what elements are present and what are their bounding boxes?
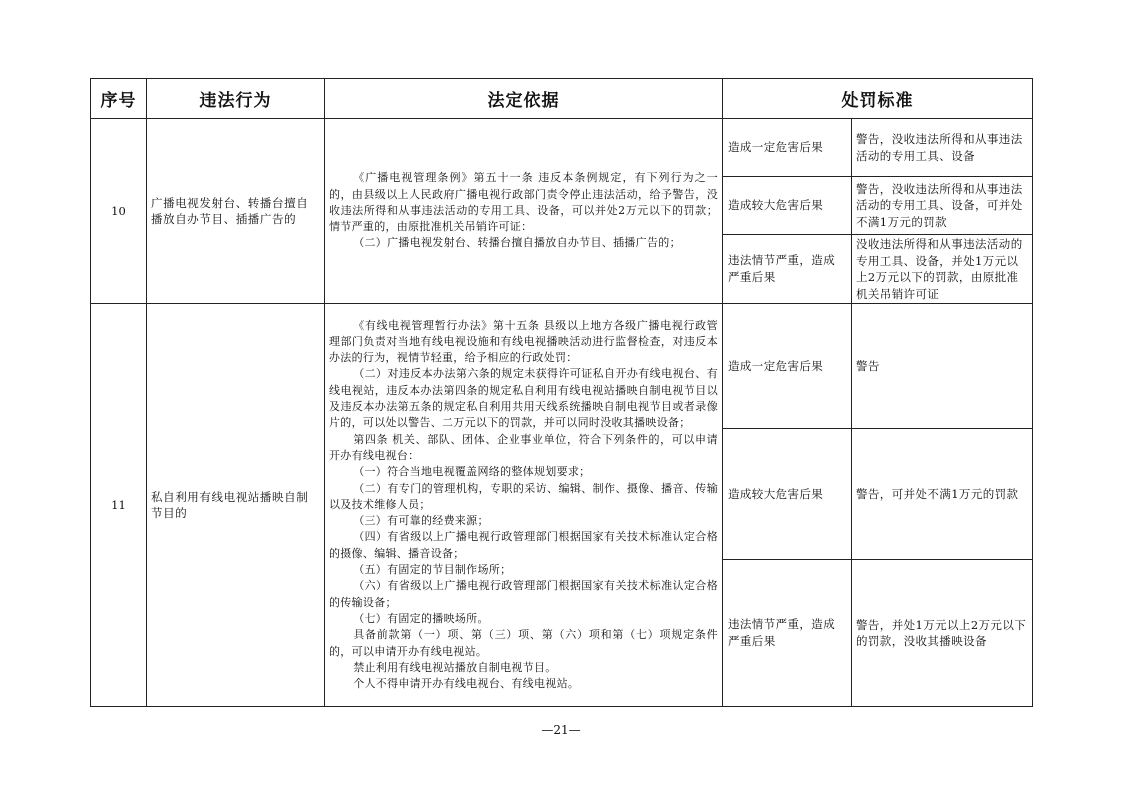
basis-paragraph: （一）符合当地电视覆盖网络的整体规划要求； [353, 465, 591, 479]
penalty-condition: 违法情节严重，造成严重后果 [723, 235, 852, 304]
basis-paragraph: 具备前款第（一）项、第（三）项、第（六）项和第（七）项规定条件的，可以申请开办有线电视站。 [329, 628, 718, 658]
header-act: 违法行为 [147, 79, 325, 119]
header-number: 序号 [91, 79, 147, 119]
row-act: 私自利用有线电视站播映自制节目的 [147, 304, 325, 707]
basis-paragraph: （二）对违反本办法第六条的规定未获得许可证私自开办有线电视台、有线电视站，违反本办法第四条的规定私自利用有线电视站播映自制电视节目以及违反本办法第五条的规定私自利用共用天线系统播映自制电视节目或者录像片的，可以处以警告、二万元以下的罚款，并可以同时没收其播映设备； [329, 367, 718, 430]
header-basis: 法定依据 [325, 79, 723, 119]
row-number: 11 [91, 304, 147, 707]
basis-paragraph: 《有线电视管理暂行办法》第十五条 县级以上地方各级广播电视行政管理部门负责对当地有线电视设施和有线电视播映活动进行监督检查，对违反本办法的行为，视情节轻重，给予相应的行政处罚： [329, 318, 718, 365]
penalty-standard: 警告，可并处不满1万元的罚款 [852, 429, 1033, 560]
penalty-standard: 警告 [852, 304, 1033, 429]
penalty-condition: 违法情节严重，造成严重后果 [723, 560, 852, 707]
row-basis [325, 304, 723, 707]
row-number: 10 [91, 119, 147, 304]
basis-paragraph: 禁止利用有线电视站播放自制电视节目。 [353, 660, 557, 674]
basis-paragraph: 《广播电视管理条例》第五十一条 违反本条例规定，有下列行为之一的，由县级以上人民政府广播电视行政部门责令停止违法活动，给予警告，没收违法所得和从事违法活动的专用工具、设备，可以并处2万元以下的罚款；情节严重的，由原批准机关吊销许可证： [329, 171, 718, 234]
basis-paragraph: （七）有固定的播映场所。 [353, 611, 489, 625]
penalty-condition: 造成较大危害后果 [723, 177, 852, 235]
basis-paragraph: （六）有省级以上广播电视行政管理部门根据国家有关技术标准认定合格的传输设备； [329, 579, 718, 609]
basis-paragraph: （三）有可靠的经费来源； [353, 514, 489, 528]
penalty-condition: 造成较大危害后果 [723, 429, 852, 560]
row-act: 广播电视发射台、转播台擅自播放自办节目、插播广告的 [147, 119, 325, 304]
penalty-standard: 没收违法所得和从事违法活动的专用工具、设备，并处1万元以上2万元以下的罚款，由原批准机关吊销许可证 [852, 235, 1033, 304]
penalty-standard: 警告，没收违法所得和从事违法活动的专用工具、设备，可并处不满1万元的罚款 [852, 177, 1033, 235]
penalty-table [90, 78, 1033, 707]
row-basis [325, 119, 723, 304]
basis-paragraph: （二）广播电视发射台、转播台擅自播放自办节目、插播广告的； [353, 236, 681, 250]
page-number: —21— [541, 723, 581, 737]
header-row [91, 79, 1033, 119]
basis-paragraph: （二）有专门的管理机构，专职的采访、编辑、制作、摄像、播音、传输以及技术维修人员； [329, 481, 718, 511]
basis-paragraph: 第四条 机关、部队、团体、企业事业单位，符合下列条件的，可以申请开办有线电视台： [329, 432, 718, 462]
basis-paragraph: （四）有省级以上广播电视行政管理部门根据国家有关技术标准认定合格的摄像、编辑、播音设备； [329, 530, 718, 560]
table-row [91, 304, 1033, 429]
basis-paragraph: （五）有固定的节目制作场所； [353, 563, 512, 577]
table-row [91, 119, 1033, 177]
penalty-standard: 警告，并处1万元以上2万元以下的罚款，没收其播映设备 [852, 560, 1033, 707]
penalty-condition: 造成一定危害后果 [723, 119, 852, 177]
penalty-condition: 造成一定危害后果 [723, 304, 852, 429]
basis-paragraph: 个人不得申请开办有线电视台、有线电视站。 [353, 677, 580, 691]
header-penalty: 处罚标准 [723, 79, 1033, 119]
penalty-standard: 警告，没收违法所得和从事违法活动的专用工具、设备 [852, 119, 1033, 177]
